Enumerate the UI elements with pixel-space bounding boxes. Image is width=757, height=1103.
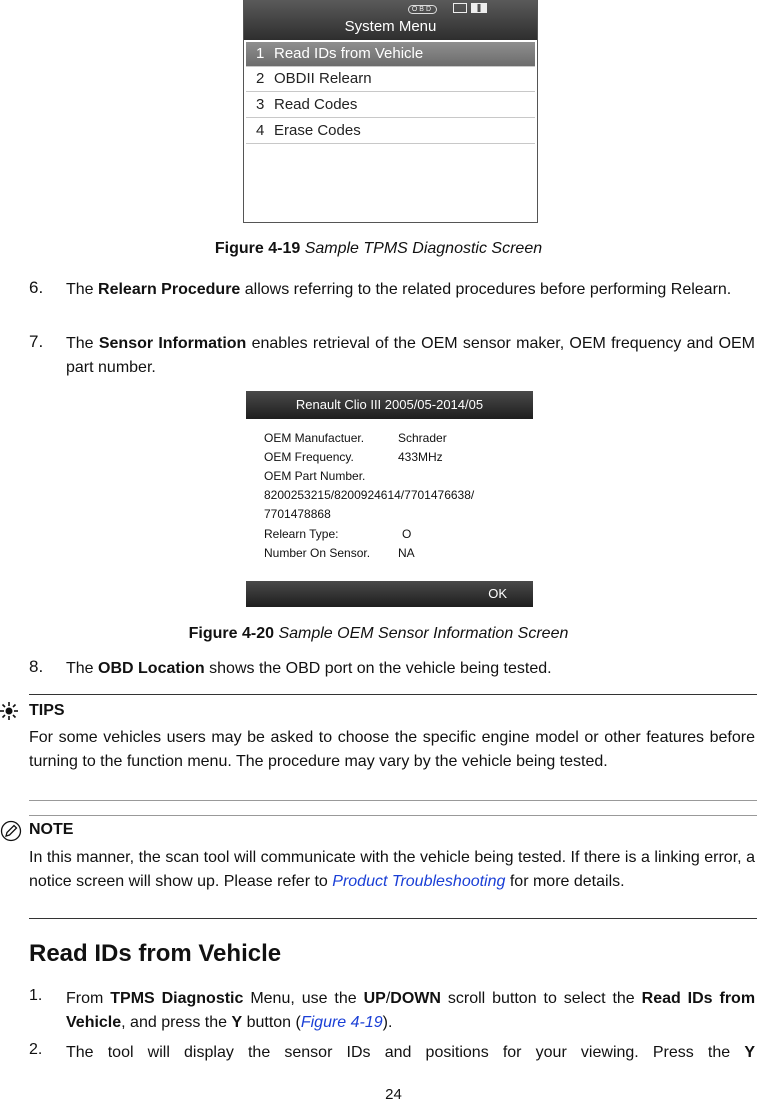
row-label: Number On Sensor. bbox=[264, 546, 371, 560]
vehicle-header: Renault Clio III 2005/05-2014/05 bbox=[246, 391, 533, 419]
paragraph-sensor-information: The Sensor Information enables retrieval of the OEM sensor maker, OEM frequency and OEM part number. bbox=[66, 335, 756, 376]
menu-item-erase-codes[interactable]: 4 Erase Codes bbox=[246, 119, 535, 144]
step-1-text: From TPMS Diagnostic Menu, use the UP/DOWN scroll button to select the Read IDs from Vehicle, and press the Y button (Figure 4-19). bbox=[66, 990, 756, 1031]
divider bbox=[29, 815, 757, 816]
row-value: Schrader bbox=[398, 431, 447, 445]
row-value: O bbox=[402, 527, 412, 541]
row-value: 433MHz bbox=[398, 450, 443, 464]
list-number: 7. bbox=[29, 332, 44, 351]
tips-heading: TIPS bbox=[29, 702, 65, 719]
figure-4-19-link[interactable]: Figure 4-19 bbox=[300, 1014, 383, 1031]
list-number: 8. bbox=[29, 657, 44, 676]
status-bar bbox=[408, 3, 487, 14]
paragraph-relearn-procedure: The Relearn Procedure allows referring to the related procedures before performing Relearn. bbox=[66, 281, 732, 298]
row-value: NA bbox=[398, 546, 415, 560]
pencil-icon bbox=[0, 820, 22, 842]
lightbulb-icon bbox=[0, 702, 18, 720]
note-text: In this manner, the scan tool will communicate with the vehicle being tested. If there is a linking error, a notice screen will show up. Please refer to Product Troubleshooting for more details. bbox=[29, 849, 755, 890]
note-heading: NOTE bbox=[29, 821, 74, 838]
paragraph-obd-location: The OBD Location shows the OBD port on the vehicle being tested. bbox=[66, 660, 552, 677]
oem-sensor-info-screen bbox=[246, 391, 533, 607]
figure-caption-4-19: Figure 4-19 Sample TPMS Diagnostic Screen bbox=[214, 240, 543, 257]
screen-title: System Menu bbox=[344, 18, 437, 35]
row-label: OEM Manufactuer. bbox=[264, 431, 365, 445]
step-2-text: The tool will display the sensor IDs and positions for your viewing. Press the Y bbox=[66, 1044, 755, 1061]
list-number: 1. bbox=[29, 987, 43, 1004]
row-label: OEM Frequency. bbox=[264, 450, 354, 464]
battery-icon bbox=[471, 3, 487, 13]
page-number: 24 bbox=[385, 1086, 402, 1103]
ok-button[interactable]: OK bbox=[488, 586, 507, 601]
tips-text: For some vehicles users may be asked to choose the specific engine model or other features before turning to the function menu. The procedure may vary by the vehicle being tested. bbox=[29, 729, 755, 770]
divider bbox=[29, 918, 757, 919]
list-number: 6. bbox=[29, 278, 44, 297]
product-troubleshooting-link[interactable]: Product Troubleshooting bbox=[332, 873, 506, 890]
divider bbox=[29, 800, 757, 801]
row-label: OEM Part Number. bbox=[264, 469, 366, 483]
screen-header bbox=[244, 0, 537, 40]
obd-icon: OBD bbox=[408, 5, 437, 14]
envelope-icon bbox=[453, 3, 467, 13]
screen-footer bbox=[246, 581, 533, 607]
figure-caption-4-20: Figure 4-20 Sample OEM Sensor Information Screen bbox=[188, 625, 569, 642]
menu-item-read-codes[interactable]: 3 Read Codes bbox=[246, 93, 535, 118]
row-label: Relearn Type: bbox=[264, 527, 339, 541]
divider bbox=[29, 694, 757, 695]
row-label: 7701478868 bbox=[264, 507, 331, 521]
menu-item-read-ids[interactable]: 1 Read IDs from Vehicle bbox=[246, 42, 535, 67]
system-menu-screen bbox=[243, 0, 538, 223]
list-number: 2. bbox=[29, 1041, 43, 1058]
row-label: 8200253215/8200924614/7701476638/ bbox=[264, 488, 475, 502]
section-heading: Read IDs from Vehicle bbox=[29, 940, 282, 967]
menu-item-obdii-relearn[interactable]: 2 OBDII Relearn bbox=[246, 67, 535, 92]
